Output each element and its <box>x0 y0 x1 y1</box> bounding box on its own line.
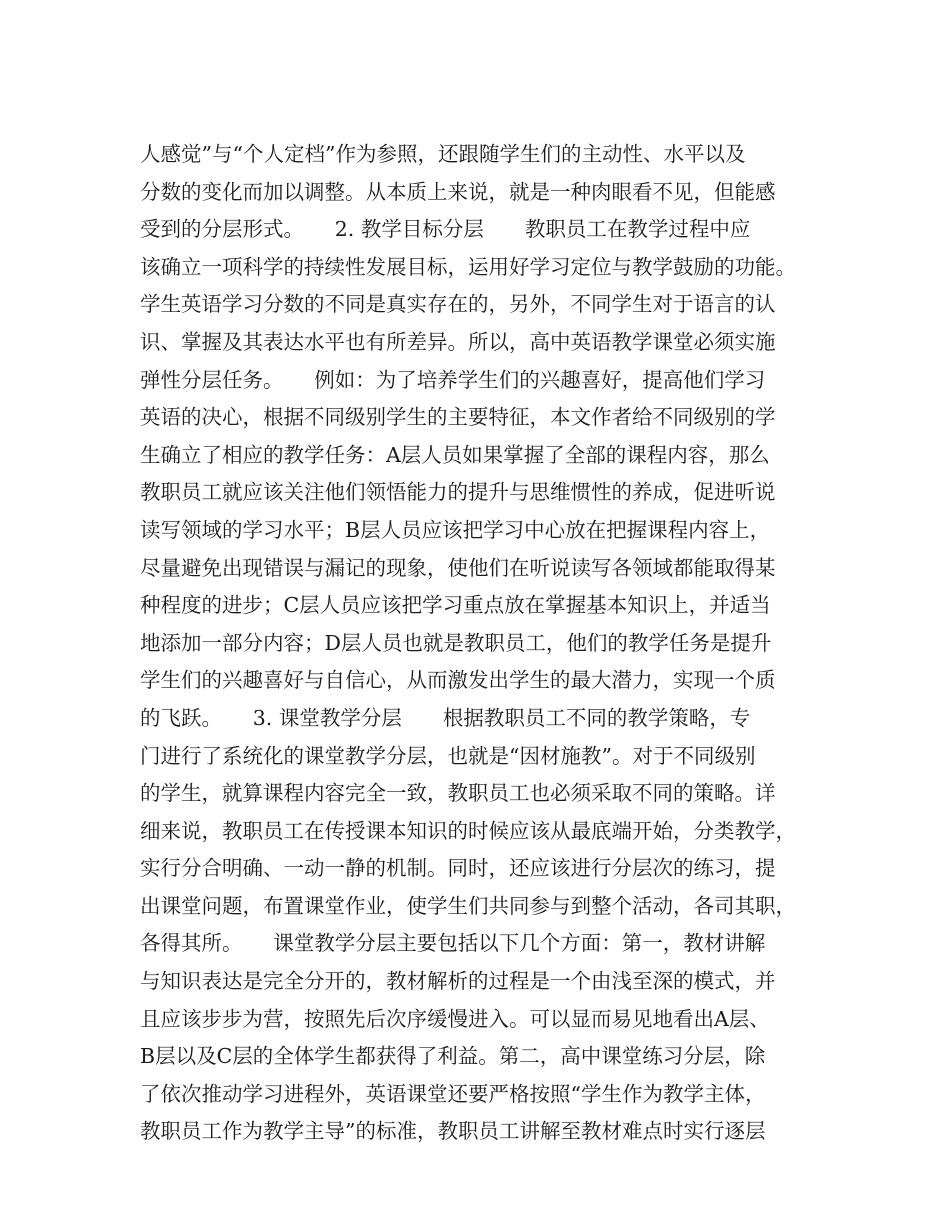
text-line-19: 细来说，教职员工在传授课本知识的时候应该从最底端开始，分类教学， <box>140 818 796 843</box>
text-line-1: 人感觉”与“个人定档”作为参照，还跟随学生们的主动性、水平以及 <box>140 142 746 166</box>
text-line-2: 分数的变化而加以调整。从本质上来说，就是一种肉眼看不见，但能感 <box>140 179 776 204</box>
text-line-15: 学生们的兴趣喜好与自信心，从而激发出学生的最大潜力，实现一个质 <box>140 668 776 693</box>
text-line-7: 弹性分层任务。 例如：为了培养学生们的兴趣喜好，提高他们学习 <box>140 367 766 392</box>
text-line-21: 出课堂问题，布置课堂作业，使学生们共同参与到整个活动，各司其职， <box>140 893 796 918</box>
text-line-4: 该确立一项科学的持续性发展目标，运用好学习定位与教学鼓励的功能。 <box>140 254 796 279</box>
text-line-26: 了依次推动学习进程外，英语课堂还要严格按照“学生作为教学主体， <box>140 1081 766 1106</box>
text-line-14: 地添加一部分内容；D层人员也就是教职员工，他们的教学任务是提升 <box>140 630 772 655</box>
text-line-10: 教职员工就应该关注他们领悟能力的提升与思维惯性的养成，促进听说 <box>140 480 776 505</box>
text-line-3: 受到的分层形式。 2. 教学目标分层 教职员工在教学过程中应 <box>140 217 751 242</box>
text-line-6: 识、掌握及其表达水平也有所差异。所以，高中英语教学课堂必须实施 <box>140 329 776 354</box>
text-line-24: 且应该步步为营，按照先后次序缓慢进入。可以显而易见地看出A层、 <box>140 1006 770 1031</box>
text-line-18: 的学生，就算课程内容完全一致，教职员工也必须采取不同的策略。详 <box>140 781 776 806</box>
text-line-11: 读写领域的学习水平；B层人员应该把学习中心放在把握课程内容上， <box>140 517 771 542</box>
text-line-27: 教职员工作为教学主导”的标准，教职员工讲解至教材难点时实行逐层 <box>140 1119 766 1144</box>
text-line-12: 尽量避免出现错误与漏记的现象，使他们在听说读写各领域都能取得某 <box>140 555 776 580</box>
text-line-17: 门进行了系统化的课堂教学分层，也就是“因材施教”。对于不同级别 <box>140 743 756 768</box>
text-line-25: B层以及C层的全体学生都获得了利益。第二，高中课堂练习分层，除 <box>140 1044 766 1069</box>
text-line-8: 英语的决心，根据不同级别学生的主要特征，本文作者给不同级别的学 <box>140 405 776 430</box>
body-text <box>140 136 830 1151</box>
text-line-13: 种程度的进步；C层人员应该把学习重点放在掌握基本知识上，并适当 <box>140 593 771 618</box>
text-line-16: 的飞跃。 3. 课堂教学分层 根据教职员工不同的教学策略，专 <box>140 705 751 730</box>
text-line-22: 各得其所。 课堂教学分层主要包括以下几个方面：第一，教材讲解 <box>140 931 766 956</box>
text-line-23: 与知识表达是完全分开的，教材解析的过程是一个由浅至深的模式，并 <box>140 969 776 994</box>
text-line-9: 生确立了相应的教学任务：A层人员如果掌握了全部的课程内容，那么 <box>140 442 770 467</box>
text-line-5: 学生英语学习分数的不同是真实存在的，另外，不同学生对于语言的认 <box>140 292 776 317</box>
text-line-20: 实行分合明确、一动一静的机制。同时，还应该进行分层次的练习，提 <box>140 856 776 881</box>
